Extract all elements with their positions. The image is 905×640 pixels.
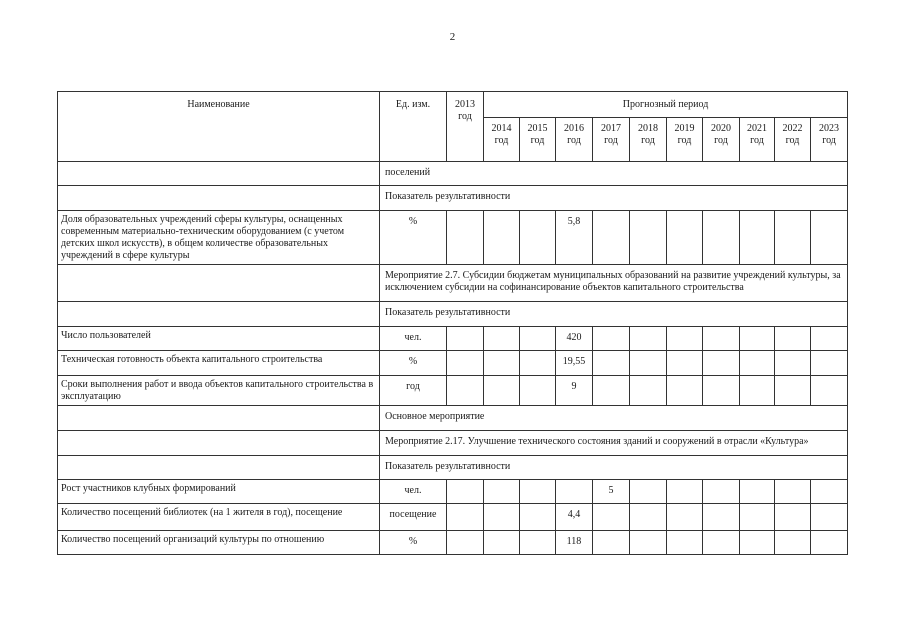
value-cell [811,376,848,406]
value-cell [775,327,811,351]
indent-cell [58,406,380,431]
value-cell [667,211,703,265]
value-cell [593,327,630,351]
value-cell [775,531,811,555]
indicator-name: Доля образовательных учреждений сферы культуры, оснащенных современным материально-техническим оборудованием (с учетом детских школ искусств), в общем количестве образовательных учреждений в сфере культуры [58,211,380,265]
value-cell [593,504,630,531]
value-cell [520,327,556,351]
value-cell [811,480,848,504]
table-row [58,531,848,555]
value-cell: 5 [593,480,630,504]
section-label: Показатель результативности [380,186,848,211]
indicator-name: Рост участников клубных формирований [58,480,380,504]
value-2013 [447,327,484,351]
indicator-unit: % [380,531,447,555]
value-cell [593,376,630,406]
value-cell: 19,55 [556,351,593,376]
value-cell [630,351,667,376]
value-cell [630,211,667,265]
value-cell [740,504,775,531]
value-cell [667,504,703,531]
header-year: 2020 год [703,118,740,162]
indicator-name: Число пользователей [58,327,380,351]
value-2013 [447,351,484,376]
value-cell [630,504,667,531]
value-cell [593,211,630,265]
section-label: поселений [380,162,848,186]
indicators-table [57,91,848,555]
value-cell [484,211,520,265]
value-cell [703,327,740,351]
value-cell [630,327,667,351]
indicator-name: Количество посещений библиотек (на 1 жителя в год), посещение [58,504,380,531]
header-year: 2019 год [667,118,703,162]
value-cell: 420 [556,327,593,351]
page-number: 2 [449,31,456,43]
value-cell [703,480,740,504]
value-cell [484,531,520,555]
value-cell [703,531,740,555]
value-2013 [447,211,484,265]
table-row [58,211,848,265]
indent-cell [58,265,380,302]
value-cell [775,376,811,406]
value-2013 [447,480,484,504]
value-cell [775,351,811,376]
table-row [58,406,848,431]
value-cell [740,376,775,406]
section-label: Показатель результативности [380,456,848,480]
table-row [58,351,848,376]
section-label: Мероприятие 2.17. Улучшение технического состояния зданий и сооружений в отрасли «Культура» [380,431,848,456]
value-cell [740,480,775,504]
indent-cell [58,431,380,456]
indicator-name: Техническая готовность объекта капитального строительства [58,351,380,376]
value-cell [556,480,593,504]
value-cell [775,480,811,504]
value-cell [667,327,703,351]
indent-cell [58,162,380,186]
value-cell [740,327,775,351]
value-cell: 4,4 [556,504,593,531]
value-cell [703,211,740,265]
value-cell [630,376,667,406]
value-cell [520,531,556,555]
value-2013 [447,531,484,555]
value-cell [740,351,775,376]
indent-cell [58,456,380,480]
section-label: Мероприятие 2.7. Субсидии бюджетам муниципальных образований на развитие учреждений культуры, за исключением субсидии на софинансирование объектов капитального строительства [380,265,848,302]
table-row [58,504,848,531]
value-2013 [447,504,484,531]
value-cell [811,531,848,555]
value-cell [484,327,520,351]
value-cell [703,351,740,376]
table-row [58,431,848,456]
value-cell [520,351,556,376]
table-row [58,186,848,211]
value-cell [520,480,556,504]
table-row [58,456,848,480]
value-cell [593,531,630,555]
value-cell [775,211,811,265]
value-cell [667,531,703,555]
header-year: 2023 год [811,118,848,162]
table-row [58,480,848,504]
value-cell [630,531,667,555]
value-cell [484,351,520,376]
value-cell [484,504,520,531]
indicator-unit: % [380,211,447,265]
header-year: 2016 год [556,118,593,162]
value-cell [667,376,703,406]
value-cell [811,327,848,351]
value-cell [520,376,556,406]
value-cell [630,480,667,504]
header-year: 2021 год [740,118,775,162]
indicator-unit: посещение [380,504,447,531]
value-cell [667,480,703,504]
table-header [58,92,848,162]
indicator-name: Количество посещений организаций культуры по отношению [58,531,380,555]
value-cell [811,211,848,265]
table-row [58,327,848,351]
value-cell [484,376,520,406]
value-cell [775,504,811,531]
value-cell [703,376,740,406]
value-cell [520,504,556,531]
section-label: Показатель результативности [380,302,848,327]
table-body [58,162,848,555]
value-2013 [447,376,484,406]
value-cell [667,351,703,376]
indicator-unit: % [380,351,447,376]
header-year: 2015 год [520,118,556,162]
table-row [58,376,848,406]
header-year: 2022 год [775,118,811,162]
header-name: Наименование [58,92,380,162]
value-cell: 118 [556,531,593,555]
header-unit: Ед. изм. [380,92,447,162]
header-year: 2017 год [593,118,630,162]
indicator-unit: год [380,376,447,406]
header-year: 2014 год [484,118,520,162]
indent-cell [58,186,380,211]
header-year: 2018 год [630,118,667,162]
section-label: Основное мероприятие [380,406,848,431]
indent-cell [58,302,380,327]
value-cell [520,211,556,265]
table-row [58,302,848,327]
header-2013: 2013 год [447,92,484,162]
indicator-unit: чел. [380,480,447,504]
header-forecast: Прогнозный период [484,92,848,118]
value-cell: 9 [556,376,593,406]
value-cell [811,351,848,376]
value-cell [740,531,775,555]
indicator-unit: чел. [380,327,447,351]
value-cell [593,351,630,376]
table-row [58,265,848,302]
indicator-name: Сроки выполнения работ и ввода объектов капитального строительства в эксплуатацию [58,376,380,406]
value-cell [811,504,848,531]
value-cell [703,504,740,531]
table-row [58,162,848,186]
value-cell: 5,8 [556,211,593,265]
value-cell [740,211,775,265]
value-cell [484,480,520,504]
